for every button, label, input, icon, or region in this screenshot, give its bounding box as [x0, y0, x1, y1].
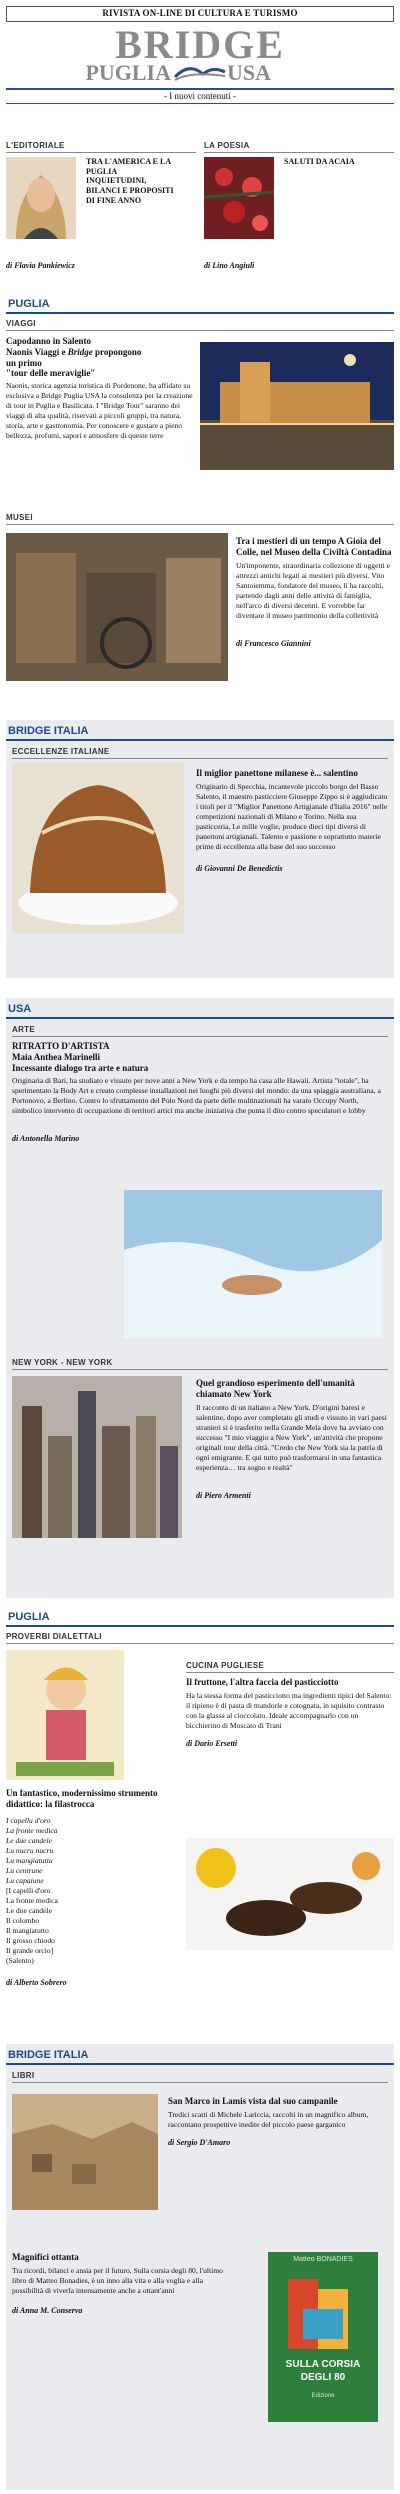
arte-body: Originaria di Bari, ha studiato e vissuto per nove anni a New York e da tempo ha casa alle Hawaii. Artista "totale", ha sperimentato la Body Art e creato complesse installazioni nei luoghi più diversi del mondo: da una spiaggia australiana, a Portonovo, a Berlino. Contro lo sfruttamento del Polo Nord da parte delle multinazionali ha varato Occupy North, simbolico intervento di occupazione di territori artici ma anche iniziativa che punta il dito contro speculatori e lobby	[12, 1075, 381, 1115]
section-usa: USA	[6, 1000, 394, 1019]
book2-cover	[268, 2252, 378, 2422]
viaggi-label: VIAGGI	[6, 318, 394, 335]
arte-kicker: RITRATTO D'ARTISTA	[12, 1041, 110, 1052]
musei-author: di Francesco Giannini	[236, 638, 311, 648]
poesia-label: LA POESIA	[204, 140, 394, 153]
panettone-author: di Giovanni De Benedictis	[196, 863, 283, 873]
book2-author: di Anna M. Conserva	[12, 2305, 83, 2315]
viaggi-body: Naonis, storica agenzia turistica di Pordenone, ha affidato su esclusiva a Bridge Puglia USA la consulenza per la creazione di tour in Puglia e Basilicata. I "Bridge Tour" saranno dei viaggi di alta qualità, riservati a piccoli gruppi, tra natura, storia, arte e gastronomia. Per conoscere e gustare a pieno bellezza, profumi, sapori e atmosfere di queste terre	[6, 381, 193, 441]
book1-author: di Sergio D'Amaro	[168, 2137, 231, 2147]
poesia-author: di Lino Angiuli	[204, 261, 255, 271]
proverbi-illustration	[6, 1650, 124, 1780]
new-contents-banner: - I nuovi contenuti -	[6, 88, 394, 105]
viaggi-photo-night-square	[200, 342, 394, 470]
musei-body: Un'imponente, straordinaria collezione di oggetti e attrezzi antichi legati ai mestieri più diversi. Vito Santoiemma, fondatore del museo, li ha raccolti, partendo dagli anni delle attività di famiglia, nell'arco di diversi decenni. E vorrebbe far diventare il museo patrimonio della collettività	[236, 560, 391, 620]
section-bridge-italia-1: BRIDGE ITALIA	[6, 722, 394, 741]
logo-line1: BRIDGE	[115, 21, 285, 67]
section-puglia-1	[0, 295, 400, 314]
poesia-photo	[204, 157, 274, 239]
ny-photo-skyline	[12, 1376, 182, 1538]
arte-author: di Antonella Marino	[12, 1133, 80, 1143]
section-bridge-italia-2: BRIDGE ITALIA	[6, 2046, 394, 2065]
viaggi-article[interactable]	[6, 336, 194, 441]
poesia-title: SALUTI DA ACAIA	[284, 157, 355, 167]
panettone-body: Originario di Specchia, incantevole piccolo borgo del Basso Salento, il maestro pasticciere Giuseppe Zippo si è aggiudicato i titoli per il "Miglior Panettone Artigianale d'Italia 2016" nelle competizioni nazionali di Milano e Torino. Nella sua pasticceria, Le mille voglie, produce dieci tipi diversi di panettoni artigianali. Talento e passione e soprattutto materie prime di eccellenza alla base del suo successo	[196, 781, 388, 851]
arte-artist-name: Maia Anthea Marinelli	[12, 1052, 100, 1063]
musei-label: MUSEI	[6, 512, 394, 529]
book2-cover-title-2: DEGLI 80	[300, 2371, 346, 2383]
ny-title: Quel grandioso esperimento dell'umanità chiamato New York	[196, 1378, 355, 1399]
viaggi-title: Capodanno in Salento Naonis Viaggi e Bridge propongono un primo "tour delle meraviglie"	[6, 336, 142, 379]
libri-label: LIBRI	[12, 2070, 388, 2087]
cucina-title: Il fruttone, l'altra faccia del pasticciotto	[186, 1677, 339, 1688]
proverbi-author: di Alberto Sobrero	[6, 1977, 67, 1987]
magazine-tagline: RIVISTA ON-LINE DI CULTURA E TURISMO	[6, 6, 394, 22]
musei-title: Tra i mestieri di un tempo A Gioia del Colle, nel Museo della Civiltà Contadina	[236, 536, 392, 557]
eccellenze-label: ECCELLENZE ITALIANE	[12, 746, 388, 763]
libri-photo-town	[12, 2094, 158, 2210]
section-title-puglia: PUGLIA	[8, 298, 50, 310]
ny-author: di Piero Armenti	[196, 1490, 251, 1500]
panettone-article[interactable]	[196, 768, 388, 874]
libri-book1-article[interactable]	[168, 2096, 388, 2148]
usa-arte-article[interactable]	[12, 1024, 388, 1144]
book1-title: San Marco in Lamis vista dal suo campanile	[168, 2096, 338, 2106]
book2-body: Tra ricordi, bilanci e ansia per il futuro, Sulla corsia degli 80, l'ultimo libro di Matteo Bonadies, è un inno alla vita e alla voglia e alla possibilità di viverla intensamente anche a ottant'anni	[12, 2265, 223, 2295]
arte-photo-ice	[124, 1190, 382, 1338]
musei-photo-tools	[6, 533, 228, 681]
panettone-title: Il miglior panettone milanese è... salentino	[196, 768, 358, 778]
editoriale-label: L'EDITORIALE	[6, 140, 196, 153]
book2-cover-publisher: Edizione	[311, 2392, 335, 2399]
arte-title: Incessante dialogo tra arte e natura	[12, 1062, 149, 1073]
editoriale-block[interactable]	[6, 140, 196, 271]
logo-line2-right: USA	[227, 59, 272, 85]
book1-body: Tredici scatti di Michele Lariccia, raccolti in un magnifico album, raccontano prospettive inedite del piccolo paese garganico	[168, 2109, 369, 2129]
logo-line2-left: PUGLIA	[85, 59, 171, 85]
book2-cover-author: Matteo BONADIES	[293, 2256, 353, 2263]
ny-body: Il racconto di un italiano a New York. D'origini baresi e salentine, dopo aver completato gli studi e vissuto in vari paesi stranieri si è trasferito nella Grande Mela dove ha avviato con successo "I mio viaggio a New York", un'attività che propone originali tour della città. "Credo che New York sia la patria di ogni emigrante. E qui tutto può trasformarsi in una fantastica esperienza… tra sogno e realtà"	[196, 1402, 387, 1472]
bridge-puglia-usa-logo[interactable]	[0, 22, 400, 88]
panettone-photo	[12, 763, 184, 933]
cucina-body: Ha la stessa forma del pasticciotto ma ingredienti tipici del Salento: il ripieno è di pasta di mandorle e cotognata, in squisito contrasto con la glassa al cioccolato. Ideale accompagnarlo con un bicchierino di Moscato di Trani	[186, 1691, 392, 1731]
section-puglia-2: PUGLIA	[0, 1608, 400, 1627]
proverbi-label: PROVERBI DIALETTALI	[6, 1631, 394, 1648]
book2-cover-title-1: SULLA CORSIA	[285, 2358, 361, 2370]
ny-article[interactable]	[196, 1378, 388, 1501]
musei-article[interactable]	[236, 536, 394, 649]
arte-label: ARTE	[12, 1024, 388, 1037]
cucina-photo-fruttone	[186, 1838, 394, 1950]
editoriale-author-photo	[6, 157, 76, 239]
book2-title: Magnifici ottanta	[12, 2252, 79, 2262]
cucina-author: di Dario Ersetti	[186, 1739, 238, 1749]
proverbi-title: Un fantastico, modernissimo strumento didattico: la filastrocca	[6, 1788, 158, 1809]
ny-label: NEW YORK - NEW YORK	[12, 1357, 388, 1374]
editoriale-title: TRA L'AMERICA E LA PUGLIA INQUIETUDINI, BILANCI E PROPOSITI DI FINE ANNO	[86, 157, 174, 205]
poesia-block[interactable]	[204, 140, 394, 271]
cucina-article[interactable]	[186, 1660, 394, 1749]
proverbi-article[interactable]	[6, 1788, 194, 1988]
editoriale-author: di Flavia Pankiewicz	[6, 261, 75, 271]
proverbi-filastrocca: I capellu d'oro La fronte medica Le due candele Lu nucru nucru Lu mangiatuttu Lu centrune Lu capaiune [I capelli d'oro La fronte medica Le due candele Il colombo Il mangiatutto Il grosso chiodo Il grande orcio] (Salento)	[6, 1815, 58, 1965]
cucina-label: CUCINA PUGLIESE	[186, 1660, 394, 1673]
libri-book2-article[interactable]	[12, 2252, 232, 2316]
